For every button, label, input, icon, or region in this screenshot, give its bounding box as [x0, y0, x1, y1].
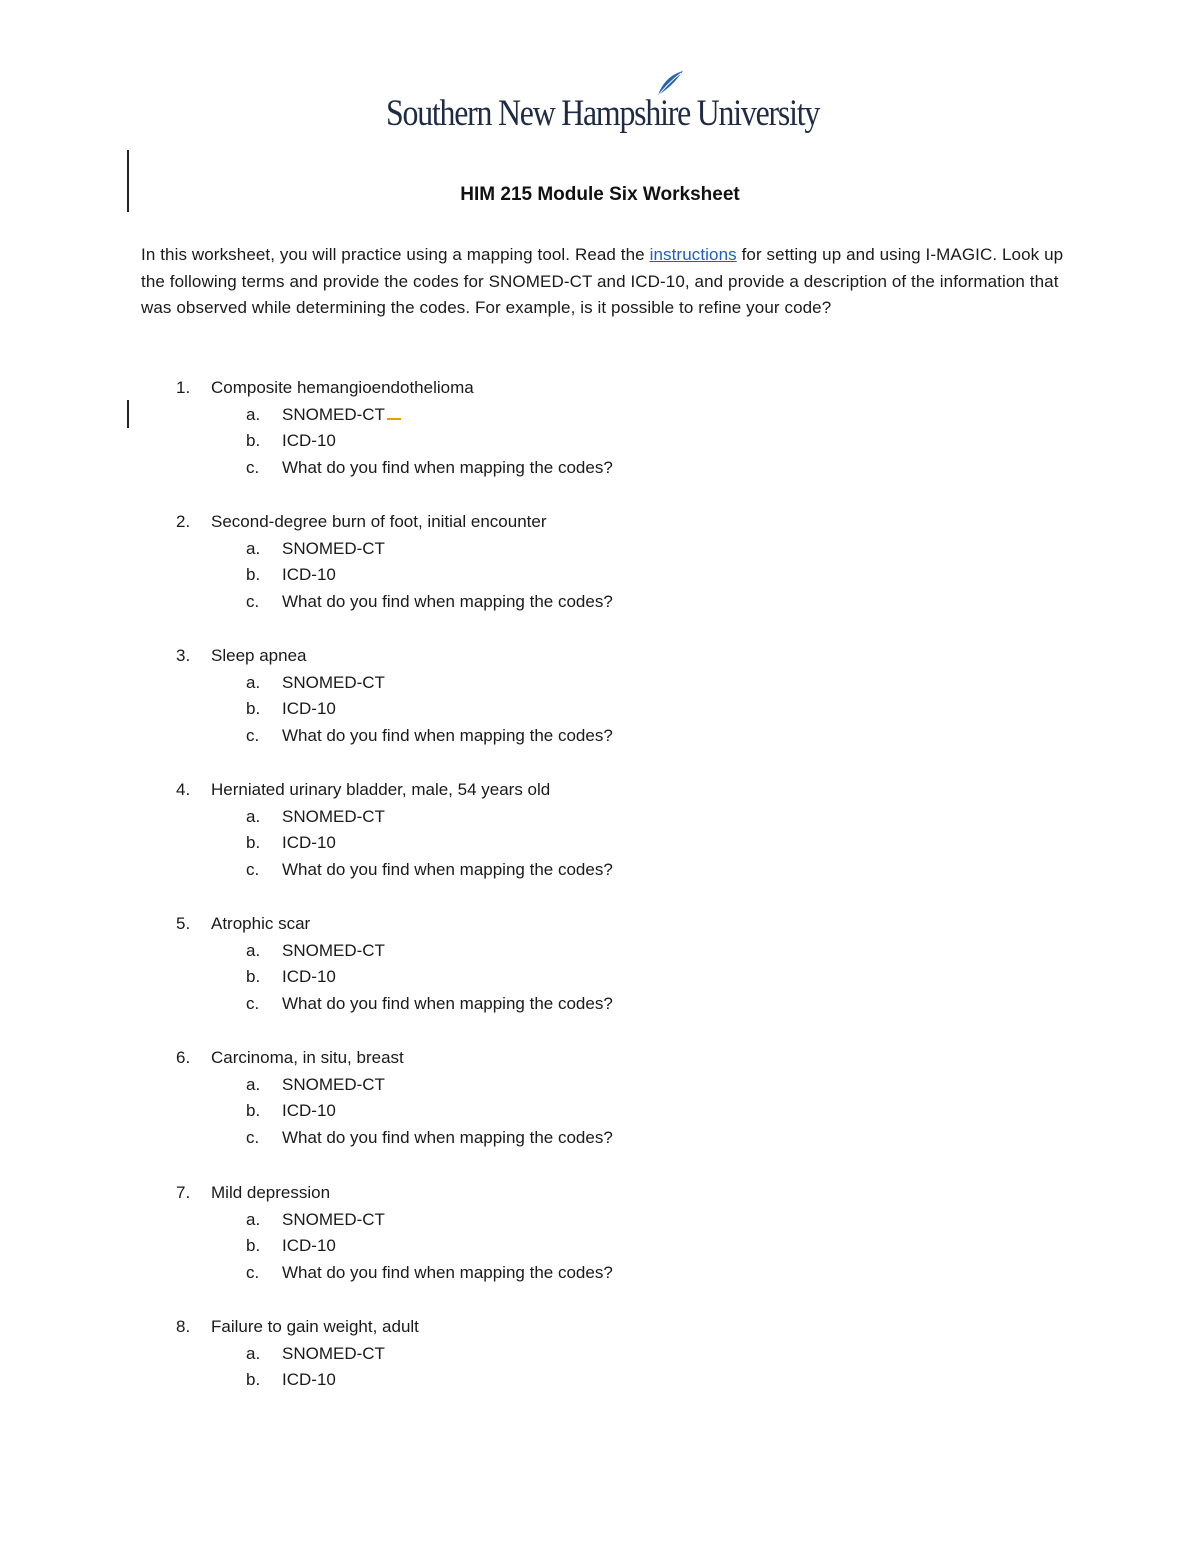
- term-text: Second-degree burn of foot, initial encounter: [211, 512, 547, 531]
- question-term: [176, 1045, 876, 1072]
- instructions-link[interactable]: instructions: [649, 245, 737, 264]
- sub-text: ICD-10: [282, 565, 336, 584]
- sub-item-a: [176, 804, 876, 831]
- question-term: [176, 1180, 876, 1207]
- sub-letter: a.: [246, 1343, 261, 1363]
- sub-item-b: [176, 830, 876, 857]
- sub-letter: b.: [246, 699, 261, 718]
- question-term: [176, 643, 876, 670]
- change-bar: [127, 400, 129, 428]
- university-logo: [386, 70, 820, 136]
- sub-text: SNOMED-CT: [282, 672, 385, 692]
- sub-letter: b.: [246, 1101, 261, 1120]
- sub-letter: c.: [246, 457, 260, 477]
- term-text: Herniated urinary bladder, male, 54 years old: [211, 780, 551, 799]
- sub-letter: a.: [246, 404, 261, 424]
- question-term: [176, 911, 876, 938]
- term-text: Composite hemangioendothelioma: [211, 378, 474, 397]
- question-number: 3.: [176, 646, 191, 665]
- question-item: [176, 777, 876, 883]
- term-text: Sleep apnea: [211, 646, 307, 665]
- sub-text: ICD-10: [282, 1236, 336, 1255]
- sub-text: SNOMED-CT: [282, 538, 385, 558]
- sub-item-c: [176, 455, 876, 482]
- term-text: Failure to gain weight, adult: [211, 1317, 419, 1336]
- sub-letter: c.: [246, 591, 260, 611]
- sub-item-c: [176, 857, 876, 884]
- sub-text: SNOMED-CT: [282, 940, 385, 960]
- sub-item-b: [176, 428, 876, 455]
- question-item: [176, 643, 876, 749]
- sub-letter: a.: [246, 806, 261, 826]
- question-number: 8.: [176, 1317, 191, 1336]
- intro-text: In this worksheet, you will practice using a mapping tool. Read the: [141, 245, 650, 264]
- question-number: 1.: [176, 378, 191, 397]
- sub-text: ICD-10: [282, 1101, 336, 1120]
- sub-letter: b.: [246, 431, 261, 450]
- sub-text: What do you find when mapping the codes?: [282, 591, 613, 611]
- sub-item-a: [176, 1072, 876, 1099]
- sub-letter: a.: [246, 940, 261, 960]
- intro-paragraph: [141, 242, 1071, 322]
- sub-text: ICD-10: [282, 1370, 336, 1389]
- question-item: [176, 1045, 876, 1151]
- question-number: 4.: [176, 780, 191, 799]
- sub-letter: c.: [246, 993, 260, 1013]
- logo-text: Southern New Hampshire University: [386, 93, 820, 134]
- sub-text: ICD-10: [282, 833, 336, 852]
- sub-item-c: [176, 589, 876, 616]
- sub-text: What do you find when mapping the codes?: [282, 993, 613, 1013]
- sub-item-b: [176, 696, 876, 723]
- question-number: 6.: [176, 1048, 191, 1067]
- sub-item-b: [176, 1098, 876, 1125]
- sub-text: SNOMED-CT: [282, 404, 385, 424]
- question-item: [176, 509, 876, 615]
- question-number: 7.: [176, 1183, 191, 1202]
- sub-text: What do you find when mapping the codes?: [282, 1127, 613, 1147]
- sub-letter: a.: [246, 538, 261, 558]
- edit-cursor-mark: [387, 418, 401, 420]
- sub-letter: b.: [246, 565, 261, 584]
- sub-letter: c.: [246, 725, 260, 745]
- sub-text: ICD-10: [282, 431, 336, 450]
- sub-item-a: [176, 1207, 876, 1234]
- sub-item-a: [176, 1341, 876, 1368]
- question-term: [176, 375, 876, 402]
- sub-item-a: [176, 402, 876, 429]
- intro-text: for setting up and using I-MAGIC. Look up the following terms and provide the codes for SNOMED-CT and ICD-10, and provide a description of the information that was observed while determining the codes. For example, is it possible to refine your code?: [141, 245, 1064, 317]
- sub-text: What do you find when mapping the codes?: [282, 725, 613, 745]
- sub-item-a: [176, 536, 876, 563]
- sub-item-b: [176, 964, 876, 991]
- sub-item-c: [176, 1260, 876, 1287]
- sub-text: ICD-10: [282, 967, 336, 986]
- sub-text: SNOMED-CT: [282, 1343, 385, 1363]
- sub-letter: c.: [246, 1262, 260, 1282]
- sub-text: SNOMED-CT: [282, 806, 385, 826]
- sub-letter: a.: [246, 1209, 261, 1229]
- sub-letter: b.: [246, 1236, 261, 1255]
- sub-item-b: [176, 1233, 876, 1260]
- question-item: [176, 911, 876, 1017]
- sub-text: What do you find when mapping the codes?: [282, 859, 613, 879]
- question-item: [176, 1180, 876, 1286]
- term-text: Mild depression: [211, 1183, 331, 1202]
- sub-item-c: [176, 991, 876, 1018]
- sub-text: SNOMED-CT: [282, 1209, 385, 1229]
- sub-text: SNOMED-CT: [282, 1074, 385, 1094]
- sub-text: What do you find when mapping the codes?: [282, 1262, 613, 1282]
- question-term: [176, 509, 876, 536]
- sub-item-c: [176, 1125, 876, 1152]
- question-term: [176, 777, 876, 804]
- sub-item-b: [176, 1367, 876, 1394]
- question-number: 5.: [176, 914, 191, 933]
- sub-letter: c.: [246, 859, 260, 879]
- sub-item-b: [176, 562, 876, 589]
- sub-item-a: [176, 670, 876, 697]
- question-item: [176, 375, 876, 481]
- sub-letter: b.: [246, 1370, 261, 1389]
- sub-letter: c.: [246, 1127, 260, 1147]
- sub-item-a: [176, 938, 876, 965]
- sub-letter: b.: [246, 967, 261, 986]
- sub-letter: a.: [246, 672, 261, 692]
- sub-letter: b.: [246, 833, 261, 852]
- question-item: [176, 1314, 876, 1394]
- term-text: Atrophic scar: [211, 914, 311, 933]
- sub-text: What do you find when mapping the codes?: [282, 457, 613, 477]
- sub-item-c: [176, 723, 876, 750]
- question-number: 2.: [176, 512, 191, 531]
- term-text: Carcinoma, in situ, breast: [211, 1048, 404, 1067]
- page-title: HIM 215 Module Six Worksheet: [460, 184, 740, 205]
- question-term: [176, 1314, 876, 1341]
- sub-text: ICD-10: [282, 699, 336, 718]
- sub-letter: a.: [246, 1074, 261, 1094]
